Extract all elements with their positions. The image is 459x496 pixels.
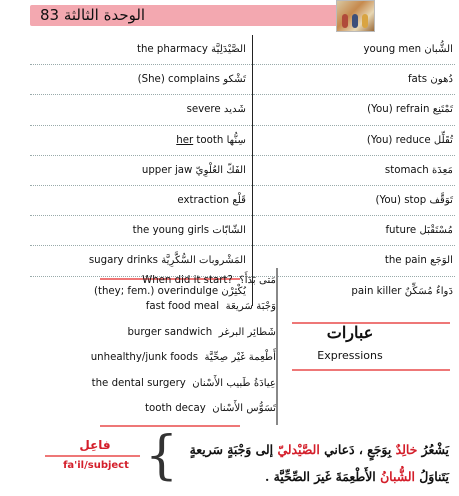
vocab-row — [30, 155, 455, 185]
grammar-label-ar: فاعِل — [79, 438, 111, 452]
vocab-ar: الشُّبان — [424, 44, 453, 56]
vocab-ar: شَديد — [223, 104, 246, 116]
vocab-cell-right — [253, 276, 456, 306]
subject-highlight: الشُّبانُ — [380, 469, 415, 484]
vocab-row — [30, 65, 455, 95]
vocabulary-table — [30, 35, 455, 306]
vocab-ar: الصَّيْدَلِيَّة — [211, 44, 246, 56]
vocab-row — [30, 35, 455, 65]
vocab-en: sugary drinks — [88, 255, 158, 267]
vocab-en: the pain — [384, 255, 427, 267]
vocab-ar: مُسْتَقْبَل — [419, 225, 453, 237]
vocab-cell-left — [30, 125, 253, 155]
sentence-text: يَشْعُرُ — [421, 442, 449, 457]
vocab-ar: الفَكّ العُلْوِيّ — [195, 164, 246, 176]
vocab-cell-left — [30, 65, 253, 95]
sentence-text: يَتَناوَلُ — [419, 469, 449, 484]
header-photo — [336, 0, 375, 32]
vocab-ar: تَمْتَنِع — [432, 104, 453, 116]
brace-symbol: { — [145, 426, 179, 486]
expressions-title-line-bottom — [292, 369, 450, 371]
expression-item — [127, 327, 276, 338]
vocab-ar: دَواءٌ مُسَكِّنٌ — [404, 285, 453, 297]
expression-item — [91, 352, 276, 363]
vocab-ar: دُهون — [430, 74, 453, 86]
vocab-ar: الوَجَع — [430, 255, 453, 267]
vocab-en: future — [385, 225, 417, 237]
vocab-cell-right — [253, 95, 456, 125]
vocab-ar: تُقَلِّل — [433, 134, 453, 146]
vocab-en: (She) complains — [137, 74, 220, 86]
vocab-ar: تَوَقَّف — [429, 195, 453, 207]
vocab-en: severe — [186, 104, 221, 116]
expression-item — [146, 301, 276, 312]
expression-ar: تَسَوُّس الأَسْنان — [212, 403, 276, 414]
expression-en: fast food meal — [145, 301, 220, 312]
vocab-cell-right — [253, 185, 456, 215]
expression-en: the dental surgery — [91, 378, 186, 389]
vocab-en: upper jaw — [141, 164, 193, 176]
vocab-en: the pharmacy — [136, 44, 208, 56]
vocab-en: stomach — [384, 164, 429, 176]
grammar-label-en: fa'il/subject — [63, 460, 129, 471]
grammar-sentence-1 — [159, 436, 449, 463]
vocab-cell-left — [30, 35, 253, 65]
expression-ar: شَطائِر البرغر — [218, 327, 276, 338]
expression-ar: وَجْبَة سَريعَة — [225, 301, 276, 312]
grammar-example — [159, 436, 449, 490]
expression-ar: عِيادَةُ طَبيب الأَسْنان — [192, 378, 276, 389]
vocab-cell-left — [30, 95, 253, 125]
grammar-sentence-2 — [159, 463, 449, 490]
vocab-en: young men — [363, 44, 422, 56]
expression-en: When did it start? — [142, 275, 233, 286]
photo-figure — [362, 14, 368, 28]
expression-en: burger sandwich — [127, 327, 213, 338]
vocab-cell-right — [253, 125, 456, 155]
expression-ar: أَطْعِمة غَيْر صِحِّيَّة — [204, 352, 276, 363]
vocab-cell-right — [253, 155, 456, 185]
expression-ar: مَتى بَدَأَ؟ — [239, 275, 276, 286]
vocab-ar: المَشْروبات السُّكَّرِيَّة — [161, 255, 246, 267]
vocab-en: her tooth — [176, 134, 224, 146]
grammar-label-line — [45, 455, 140, 457]
vocab-row — [30, 216, 455, 246]
expression-item — [145, 403, 276, 414]
vocab-en: (they; fem.) overindulge — [93, 285, 219, 297]
vocab-cell-left — [30, 155, 253, 185]
vocab-row — [30, 95, 455, 125]
vocab-en: (You) reduce — [366, 134, 431, 146]
vocab-en: fats — [407, 74, 428, 86]
vocab-cell-right — [253, 35, 456, 65]
vocab-en: (You) refrain — [367, 104, 430, 116]
expression-en: unhealthy/junk foods — [90, 352, 199, 363]
photo-figure — [352, 14, 358, 28]
vocab-row — [30, 125, 455, 155]
vocab-cell-left — [30, 216, 253, 246]
sentence-text: الأَطْعِمَةَ غَيرَ الصِّحِّيَّة . — [264, 469, 376, 484]
vocab-en: pain killer — [351, 285, 402, 297]
sentence-text: بِوَجَعٍ ، دَعاني — [324, 442, 392, 457]
vocab-row — [30, 185, 455, 215]
vocab-ar: سِنُّها — [226, 134, 246, 146]
vocab-cell-left — [30, 185, 253, 215]
vocab-cell-left — [30, 246, 253, 276]
vocab-row — [30, 246, 455, 276]
vocab-en: (You) stop — [375, 195, 427, 207]
expressions-title-en: Expressions — [317, 349, 383, 362]
photo-figure — [342, 14, 348, 28]
subject-highlight: الصَّيْدليّ — [277, 442, 320, 457]
vocab-ar: الشّابّات — [212, 225, 246, 237]
vocab-cell-right — [253, 246, 456, 276]
page-header-title: الوحدة الثالثة 83 — [40, 6, 146, 24]
vocab-en: the young girls — [132, 225, 210, 237]
vocab-ar: تَشْكو — [223, 74, 246, 86]
vocab-ar: قَلْع — [232, 195, 246, 207]
expressions-separator — [276, 268, 278, 425]
expression-en: tooth decay — [145, 403, 206, 414]
vocab-cell-right — [253, 65, 456, 95]
sentence-text: إلى وَجْبَةٍ سَريعةٍ — [189, 442, 274, 457]
expression-item — [142, 275, 276, 286]
subject-highlight: خالِدٌ — [395, 442, 418, 457]
vocab-ar: مَعِدَة — [431, 164, 453, 176]
vocab-ar: يُكْثِرْن — [221, 285, 246, 297]
expressions-title-ar: عبارات — [326, 323, 374, 342]
vocab-cell-right — [253, 216, 456, 246]
vocab-en: extraction — [177, 195, 230, 207]
expression-item — [92, 378, 276, 389]
